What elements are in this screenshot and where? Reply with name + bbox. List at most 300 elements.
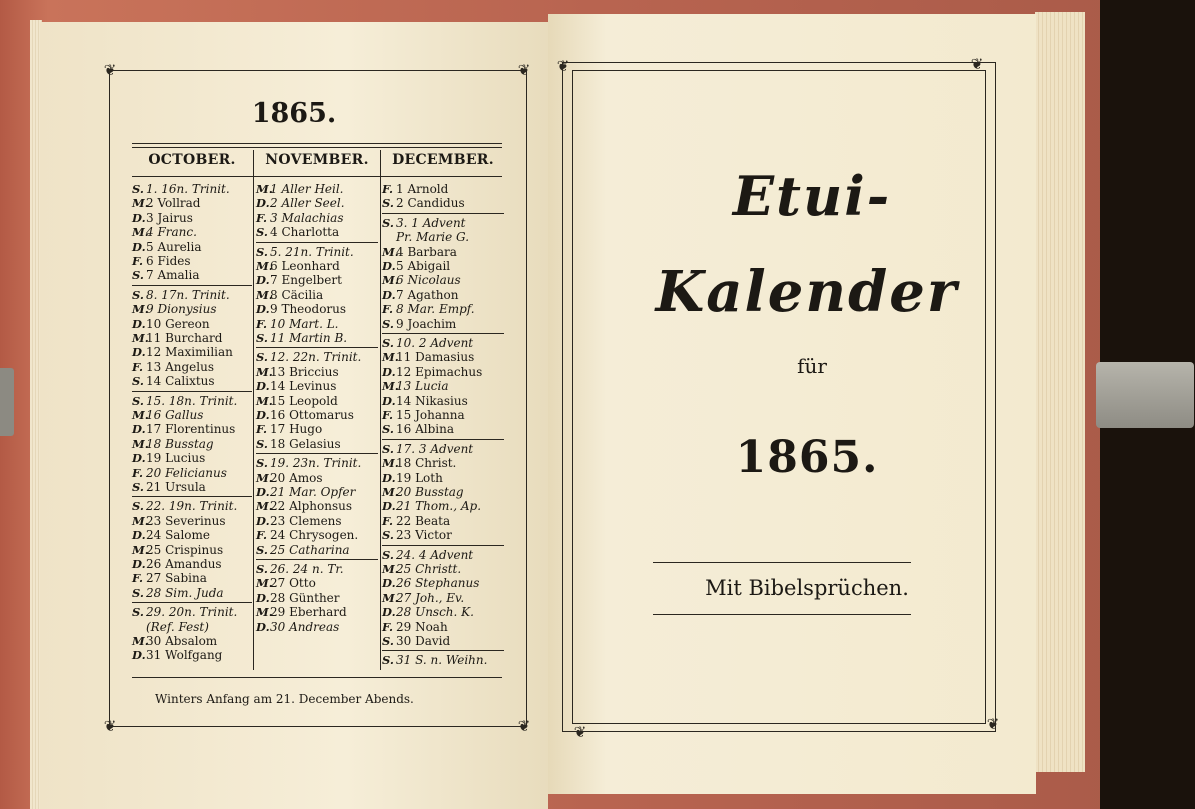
weekday-abbr: D. <box>132 345 146 360</box>
day-name: 17 Florentinus <box>146 422 236 437</box>
day-entry <box>132 451 205 465</box>
day-name: 4 Franc. <box>146 225 197 240</box>
weekday-abbr: M. <box>256 605 273 620</box>
day-entry <box>382 653 487 667</box>
day-name: 14 Nikasius <box>396 393 468 408</box>
header-divider <box>132 176 502 177</box>
weekday-abbr: D. <box>382 499 396 514</box>
day-entry <box>256 379 336 393</box>
weekday-abbr: M. <box>382 485 399 499</box>
weekday-abbr: D. <box>132 210 146 225</box>
corner-ornament-icon: ❦ <box>573 723 587 741</box>
day-entry <box>132 499 237 513</box>
day-name: 2 Aller Seel. <box>270 196 345 211</box>
day-entry <box>382 514 450 528</box>
day-entry <box>256 259 340 273</box>
day-name: 11 Burchard <box>146 331 223 345</box>
day-entry <box>382 456 456 470</box>
weekday-abbr: M. <box>256 470 273 485</box>
day-name: 23 Severinus <box>146 513 226 528</box>
day-name: (Ref. Fest) <box>146 619 209 634</box>
day-name: 18 Gelasius <box>270 436 341 451</box>
day-name: 1 Arnold <box>396 182 449 196</box>
weekday-abbr: F. <box>132 571 144 586</box>
day-name: 31 Wolfgang <box>146 648 223 663</box>
weekday-abbr: S. <box>382 336 394 350</box>
week-separator <box>132 496 252 497</box>
day-entry <box>382 394 468 408</box>
divider <box>653 562 911 563</box>
week-separator <box>382 333 504 334</box>
day-entry <box>256 620 339 634</box>
day-entry <box>382 196 465 210</box>
day-entry <box>382 230 469 244</box>
day-entry <box>256 576 316 590</box>
weekday-abbr: S. <box>382 528 394 543</box>
weekday-abbr: S. <box>132 605 144 620</box>
weekday-abbr: D. <box>382 287 396 302</box>
weekday-abbr: F. <box>382 302 394 317</box>
weekday-abbr: M. <box>256 364 273 379</box>
day-name: 30 Andreas <box>270 619 340 634</box>
weekday-abbr: F. <box>382 619 394 634</box>
day-name: 23 Victor <box>396 528 452 543</box>
day-name: 21 Ursula <box>146 480 206 494</box>
week-separator <box>256 242 378 243</box>
day-entry <box>382 485 464 499</box>
week-separator <box>132 285 252 286</box>
day-entry <box>132 394 237 408</box>
month-header-november: NOVEMBER. <box>265 152 369 168</box>
weekday-abbr: D. <box>382 576 396 591</box>
weekday-abbr: S. <box>132 585 144 600</box>
weekday-abbr: M. <box>382 350 399 365</box>
corner-ornament-icon: ❦ <box>556 57 570 75</box>
weekday-abbr: S. <box>382 547 394 562</box>
day-entry <box>132 360 214 374</box>
day-name: 1. 16n. Trinit. <box>146 182 230 196</box>
day-entry <box>256 471 323 485</box>
day-entry <box>132 317 210 331</box>
day-name: 2 Vollrad <box>146 196 201 211</box>
weekday-abbr: S. <box>382 653 394 668</box>
weekday-abbr: F. <box>256 422 268 437</box>
day-entry <box>256 394 338 408</box>
day-name: 27 Otto <box>270 576 316 591</box>
left-page <box>40 22 548 809</box>
day-name: 28 Sim. Juda <box>146 585 224 600</box>
day-name: 8 Mar. Empf. <box>396 302 475 317</box>
day-entry <box>382 528 452 542</box>
week-separator <box>382 439 504 440</box>
weekday-abbr: M. <box>132 196 149 211</box>
corner-ornament-icon: ❦ <box>517 717 531 735</box>
day-entry <box>256 350 361 364</box>
day-entry <box>256 245 354 259</box>
day-entry <box>382 471 443 485</box>
day-name: 27 Sabina <box>146 571 207 586</box>
title-line-1: Etui- <box>732 164 892 228</box>
day-name: 21 Mar. Opfer <box>270 485 356 499</box>
weekday-abbr: D. <box>256 513 270 528</box>
day-entry <box>382 499 481 513</box>
day-entry <box>382 182 448 196</box>
day-name: 14 Levinus <box>270 379 337 394</box>
day-entry <box>256 331 347 345</box>
weekday-abbr: M. <box>132 513 149 528</box>
day-name: 15 Leopold <box>270 393 338 408</box>
day-name: 22 Beata <box>396 513 451 528</box>
day-name: 19 Lucius <box>146 451 206 466</box>
day-name: 23 Clemens <box>270 513 342 528</box>
day-name: 27 Joh., Ev. <box>396 590 465 605</box>
title-line-2: Kalender <box>655 259 959 325</box>
day-name: 28 Günther <box>270 590 340 605</box>
divider <box>132 677 502 678</box>
day-name: 21 Thom., Ap. <box>396 499 482 514</box>
day-name: 7 Amalia <box>146 268 200 283</box>
weekday-abbr: M. <box>382 456 399 471</box>
day-entry <box>132 514 225 528</box>
weekday-abbr: S. <box>132 480 144 494</box>
day-entry <box>382 422 454 436</box>
divider <box>132 143 502 144</box>
weekday-abbr: F. <box>132 254 144 268</box>
weekday-abbr: S. <box>256 562 268 576</box>
day-entry <box>382 245 457 259</box>
weekday-abbr: S. <box>382 441 394 456</box>
day-name: 20 Amos <box>270 470 323 485</box>
month-header-october: OCTOBER. <box>148 152 236 168</box>
weekday-abbr: S. <box>256 456 268 471</box>
day-entry <box>382 548 473 562</box>
day-name: 8. 17n. Trinit. <box>146 287 230 302</box>
day-entry <box>132 211 193 225</box>
day-name: 2 Candidus <box>396 196 465 211</box>
weekday-abbr: S. <box>256 542 268 557</box>
day-name: Pr. Marie G. <box>396 230 470 245</box>
day-name: 17. 3 Advent <box>396 441 474 456</box>
day-entry <box>132 648 222 662</box>
weekday-abbr: D. <box>132 451 146 466</box>
day-entry <box>382 576 479 590</box>
day-entry <box>256 543 350 557</box>
day-name: 19 Loth <box>396 470 443 485</box>
day-entry <box>132 302 217 316</box>
day-name: 18 Busstag <box>146 436 214 451</box>
day-name: 26. 24 n. Tr. <box>270 562 344 576</box>
day-entry <box>132 225 197 239</box>
day-name: 17 Hugo <box>270 422 323 437</box>
weekday-abbr: F. <box>256 528 268 543</box>
day-entry <box>256 196 345 210</box>
day-name: 30 Absalom <box>146 634 218 648</box>
day-entry <box>382 273 461 287</box>
weekday-abbr: S. <box>382 316 394 331</box>
day-entry <box>132 268 199 282</box>
weekday-abbr: M. <box>132 331 149 345</box>
day-entry <box>132 620 209 634</box>
day-entry <box>132 605 237 619</box>
weekday-abbr: M. <box>132 436 149 451</box>
day-name: 15. 18n. Trinit. <box>146 393 238 408</box>
day-entry <box>382 562 461 576</box>
day-name: 3. 1 Advent <box>396 215 466 230</box>
day-name: 1 Aller Heil. <box>270 182 344 196</box>
weekday-abbr: M. <box>382 379 399 394</box>
day-name: 29 Eberhard <box>270 605 347 620</box>
week-separator <box>382 650 504 651</box>
weekday-abbr: D. <box>256 273 270 288</box>
day-name: 5 Abigail <box>396 259 451 273</box>
week-separator <box>132 602 252 603</box>
weekday-abbr: S. <box>256 244 268 259</box>
day-name: 6 Nicolaus <box>396 273 461 288</box>
weekday-abbr: M. <box>382 273 399 288</box>
day-entry <box>132 288 230 302</box>
weekday-abbr: D. <box>382 605 396 620</box>
day-name: 22. 19n. Trinit. <box>146 499 238 514</box>
day-name: 14 Calixtus <box>146 374 215 389</box>
day-entry <box>256 302 346 316</box>
day-entry <box>132 480 206 494</box>
day-name: 29 Noah <box>396 619 448 634</box>
day-entry <box>256 182 344 196</box>
day-name: 6 Fides <box>146 254 191 268</box>
day-name: 28 Unsch. K. <box>396 605 474 620</box>
day-entry <box>382 620 448 634</box>
week-separator <box>132 391 252 392</box>
weekday-abbr: M. <box>132 634 149 648</box>
weekday-abbr: M. <box>256 182 273 196</box>
day-name: 12 Maximilian <box>146 345 233 360</box>
day-name: 20 Felicianus <box>146 465 227 480</box>
day-name: 15 Johanna <box>396 408 465 422</box>
day-name: 4 Charlotta <box>270 225 340 240</box>
day-entry <box>256 562 344 576</box>
weekday-abbr: D. <box>132 422 146 437</box>
day-name: 9 Joachim <box>396 316 457 331</box>
weekday-abbr: S. <box>382 634 394 648</box>
weekday-abbr: D. <box>256 408 270 422</box>
weekday-abbr: F. <box>256 316 268 331</box>
day-name: 22 Alphonsus <box>270 499 352 514</box>
day-entry <box>132 331 222 345</box>
weekday-abbr: F. <box>256 210 268 225</box>
weekday-abbr: S. <box>382 422 394 437</box>
day-entry <box>256 456 361 470</box>
day-name: 13 Briccius <box>270 364 339 379</box>
weekday-abbr: M. <box>382 244 399 259</box>
day-name: 9 Theodorus <box>270 302 347 317</box>
day-name: 29. 20n. Trinit. <box>146 605 238 620</box>
day-name: 13 Angelus <box>146 359 214 374</box>
day-entry <box>382 605 474 619</box>
weekday-abbr: M. <box>256 393 273 408</box>
day-entry <box>382 259 450 273</box>
day-entry <box>382 336 473 350</box>
day-name: 20 Busstag <box>396 485 464 499</box>
day-entry <box>256 605 347 619</box>
day-name: 16 Gallus <box>146 408 204 422</box>
column-separator <box>253 150 254 670</box>
weekday-abbr: S. <box>256 350 268 365</box>
day-name: 24 Chrysogen. <box>270 528 359 543</box>
divider <box>132 147 502 148</box>
day-entry <box>256 437 341 451</box>
day-name: 6 Leonhard <box>270 259 340 273</box>
day-entry <box>132 345 233 359</box>
day-name: 5 Aurelia <box>146 239 202 254</box>
day-name: 10 Mart. L. <box>270 316 339 331</box>
day-entry <box>382 317 456 331</box>
day-entry <box>132 634 217 648</box>
day-name: 8 Cäcilia <box>270 287 324 302</box>
corner-ornament-icon: ❦ <box>103 61 117 79</box>
weekday-abbr: S. <box>132 374 144 389</box>
weekday-abbr: F. <box>382 513 394 528</box>
day-entry <box>256 528 358 542</box>
weekday-abbr: D. <box>382 393 396 408</box>
day-name: 30 David <box>396 634 451 648</box>
day-name: 12. 22n. Trinit. <box>270 350 362 365</box>
day-name: 3 Jairus <box>146 210 193 225</box>
day-entry <box>256 225 339 239</box>
day-entry <box>132 374 215 388</box>
day-entry <box>256 514 342 528</box>
weekday-abbr: D. <box>256 379 270 394</box>
weekday-abbr: S. <box>132 182 144 196</box>
day-entry <box>382 216 466 230</box>
day-entry <box>132 466 227 480</box>
day-entry <box>256 288 323 302</box>
week-separator <box>382 545 504 546</box>
day-name: 24. 4 Advent <box>396 547 474 562</box>
weekday-abbr: M. <box>132 225 149 240</box>
day-entry <box>256 365 339 379</box>
weekday-abbr: D. <box>256 619 270 634</box>
weekday-abbr: D. <box>256 302 270 317</box>
week-separator <box>382 213 504 214</box>
day-name: 3 Malachias <box>270 210 344 225</box>
day-entry <box>132 254 191 268</box>
month-header-december: DECEMBER. <box>392 152 494 168</box>
day-entry <box>382 365 482 379</box>
weekday-abbr: S. <box>132 393 144 408</box>
weekday-abbr: M. <box>132 302 149 317</box>
day-name: 19. 23n. Trinit. <box>270 456 362 471</box>
weekday-abbr: F. <box>132 465 144 480</box>
weekday-abbr: D. <box>132 239 146 254</box>
day-entry <box>382 302 475 316</box>
day-name: 11 Damasius <box>396 350 475 365</box>
day-entry <box>132 543 223 557</box>
weekday-abbr: D. <box>256 196 270 211</box>
weekday-abbr: S. <box>256 436 268 451</box>
day-name: 9 Dionysius <box>146 302 217 317</box>
divider <box>653 614 911 615</box>
day-entry <box>256 317 339 331</box>
day-entry <box>256 273 342 287</box>
weekday-abbr: M. <box>256 499 273 514</box>
weekday-abbr: S. <box>256 225 268 240</box>
for-word: für <box>797 354 827 378</box>
page-edges-right <box>1035 12 1085 772</box>
week-separator <box>256 347 378 348</box>
day-entry <box>132 528 210 542</box>
day-name: 18 Christ. <box>396 456 457 471</box>
clasp-left <box>0 368 14 436</box>
weekday-abbr: M. <box>256 259 273 273</box>
day-entry <box>382 634 450 648</box>
day-name: 24 Salome <box>146 528 211 543</box>
day-entry <box>132 408 203 422</box>
week-separator <box>256 453 378 454</box>
day-entry <box>382 408 465 422</box>
day-name: 26 Amandus <box>146 557 222 571</box>
day-entry <box>256 211 343 225</box>
weekday-abbr: M. <box>132 408 149 422</box>
day-name: 4 Barbara <box>396 244 457 259</box>
weekday-abbr: F. <box>382 408 394 422</box>
weekday-abbr: F. <box>132 359 144 374</box>
day-entry <box>256 485 355 499</box>
weekday-abbr: D. <box>132 557 146 571</box>
day-name: 7 Agathon <box>396 287 459 302</box>
day-name: 10 Gereon <box>146 316 210 331</box>
weekday-abbr: M. <box>382 562 399 576</box>
day-entry <box>132 196 201 210</box>
day-entry <box>382 591 464 605</box>
day-name: 25 Crispinus <box>146 542 224 557</box>
day-name: 25 Catharina <box>270 542 350 557</box>
day-name: 5. 21n. Trinit. <box>270 244 354 259</box>
subtitle: Mit Bibelsprüchen. <box>705 576 909 600</box>
corner-ornament-icon: ❦ <box>986 715 1000 733</box>
day-entry <box>382 288 458 302</box>
day-entry <box>132 182 230 196</box>
corner-ornament-icon: ❦ <box>517 61 531 79</box>
day-name: 26 Stephanus <box>396 576 480 591</box>
weekday-abbr: D. <box>132 528 146 543</box>
weekday-abbr: M. <box>382 590 399 605</box>
day-entry <box>382 379 449 393</box>
calendar-year: 1865. <box>251 98 337 129</box>
day-entry <box>132 571 207 585</box>
corner-ornament-icon: ❦ <box>103 717 117 735</box>
title-year: 1865. <box>735 432 879 483</box>
day-name: 13 Lucia <box>396 379 449 394</box>
column-separator <box>380 150 381 670</box>
day-name: 7 Engelbert <box>270 273 342 288</box>
day-entry <box>256 499 352 513</box>
day-entry <box>132 437 214 451</box>
weekday-abbr: D. <box>132 316 146 331</box>
day-entry <box>382 350 474 364</box>
day-name: 31 S. n. Weihn. <box>396 653 488 668</box>
weekday-abbr: S. <box>132 499 144 514</box>
day-entry <box>132 586 224 600</box>
day-entry <box>132 557 222 571</box>
weekday-abbr: D. <box>382 364 396 379</box>
weekday-abbr: M. <box>256 287 273 302</box>
day-name: 11 Martin B. <box>270 331 348 345</box>
weekday-abbr: D. <box>382 259 396 273</box>
weekday-abbr: M. <box>256 576 273 591</box>
day-name: 25 Christt. <box>396 562 462 576</box>
weekday-abbr: D. <box>256 590 270 605</box>
weekday-abbr: S. <box>382 215 394 230</box>
